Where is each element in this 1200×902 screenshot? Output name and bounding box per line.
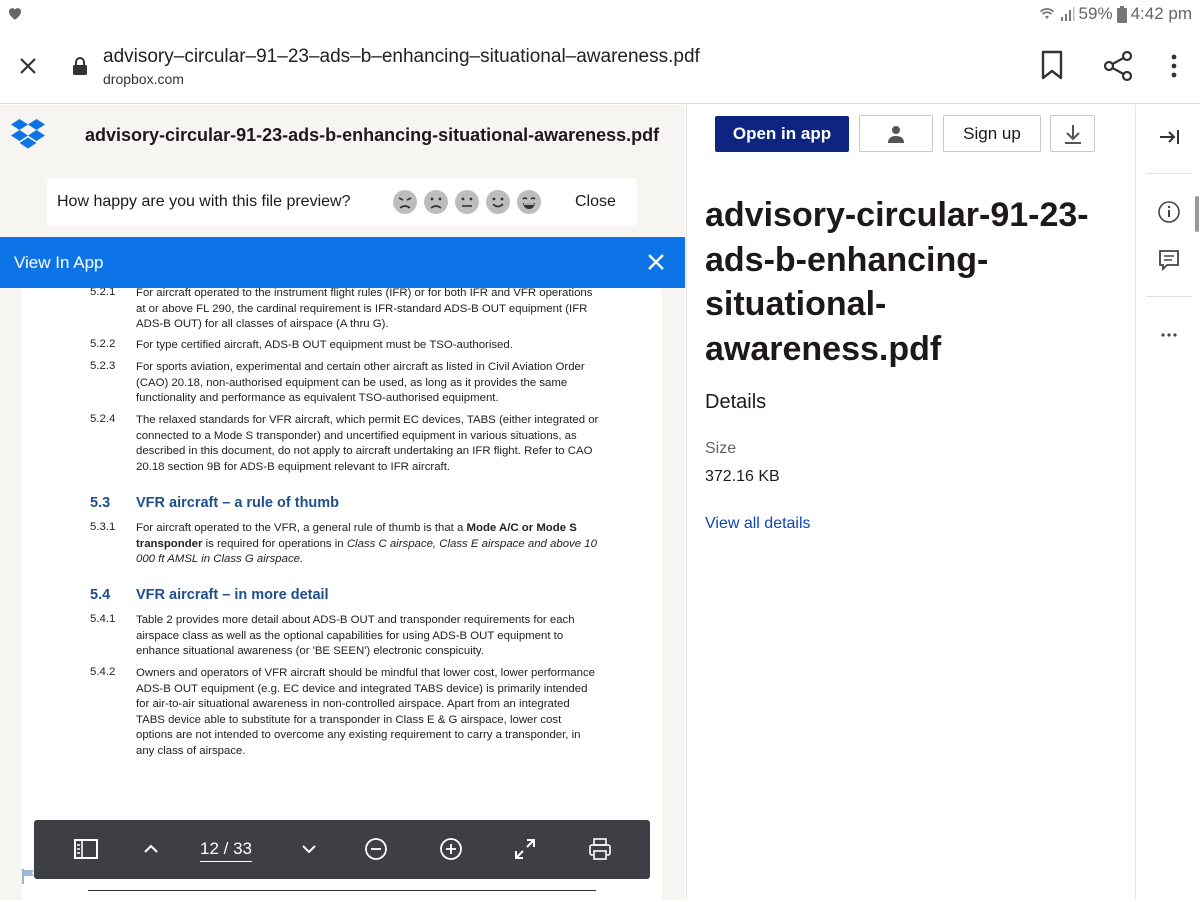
feedback-close-button[interactable]: Close [575,193,616,210]
browser-toolbar [0,30,1200,104]
sad-face-icon[interactable] [423,189,449,215]
section-number: 5.4 [90,587,111,603]
status-right [1039,4,1192,24]
download-icon [1063,123,1083,145]
size-value: 372.16 KB [705,468,780,485]
paragraph-number: 5.2.2 [90,338,116,350]
page-footer-rule [88,890,596,902]
battery-percent: 59% [1078,4,1113,23]
angry-face-icon[interactable] [392,189,418,215]
paragraph-number: 5.3.1 [90,521,116,533]
clock: 4:42 pm [1130,4,1192,23]
battery-icon [1117,6,1127,23]
file-title: advisory-circular-91-23-ads-b-enhancing-situational-awareness.pdf [85,125,660,145]
section-number: 5.3 [90,495,111,511]
browser-page-title: advisory–circular–91–23–ads–b–enhancing–situational–awareness.pdf [103,46,700,67]
zoom-in-icon[interactable] [438,836,464,862]
heart-icon [6,4,24,22]
wifi-icon [1039,6,1055,22]
chevron-up-icon[interactable] [138,836,164,862]
share-icon[interactable] [1102,50,1134,82]
sidebar-icon[interactable] [73,836,99,862]
paragraph-text: Table 2 provides more detail about ADS-B OUT and transponder requirements for each airspace class as well as the optional capabilities for using ADS-B OUT equipment to enhance situational awareness (or 'BE SEEN') electronic conspicuity. [136,614,575,657]
lock-icon [72,56,88,76]
user-icon [887,125,905,143]
neutral-face-icon[interactable] [454,189,480,215]
collapse-icon[interactable] [1157,125,1181,149]
status-bar [0,0,1200,30]
paragraph-number: 5.4.2 [90,666,116,678]
zoom-out-icon[interactable] [363,836,389,862]
more-horiz-icon[interactable] [1157,323,1181,347]
print-icon[interactable] [587,836,613,862]
dropbox-logo[interactable] [11,119,45,149]
more-vert-icon[interactable] [1162,52,1186,80]
size-label: Size [705,440,737,457]
rail-divider [1146,173,1192,174]
view-in-app-label: View In App [14,253,104,272]
chevron-down-icon[interactable] [296,836,322,862]
paragraph-text: Owners and operators of VFR aircraft should be mindful that lower cost, lower performance ADS-B OUT equipment (e.g. EC device and integrated TABS device) is primarily intended for air-to-air situational awareness in non-controlled airspace. Apart from an integrated TABS device able to substitute for a transponder in Class E & G airspace, lower cost options are not intended to overcome any existing requirement to carry a transponder, in any class of airspace. [136,667,595,757]
section-heading: VFR aircraft – in more detail [136,587,329,603]
rail-divider [1146,296,1192,297]
paragraph-number: 5.2.1 [90,288,116,298]
fullscreen-icon[interactable] [512,836,538,862]
open-in-app-button[interactable]: Open in app [715,116,849,152]
file-preview-panel [0,105,685,900]
paragraph-number: 5.2.4 [90,413,116,425]
browser-domain: dropbox.com [103,71,184,87]
paragraph-text: For aircraft operated to the VFR, a general rule of thumb is that a Mode A/C or Mode S transponder is required for operations in Class C airspace, Class E airspace and above 10 000 ft AMSL in Class G airspace. [136,522,597,565]
view-all-details-link[interactable]: View all details [705,515,811,532]
pdf-page [22,288,662,900]
paragraph-number: 5.2.3 [90,360,116,372]
paragraph-number: 5.4.1 [90,613,116,625]
paragraph-text: For type certified aircraft, ADS-B OUT equipment must be TSO-authorised. [136,339,513,351]
active-indicator [1195,196,1199,232]
comment-icon[interactable] [1157,248,1181,272]
download-button[interactable] [1050,115,1095,152]
rating-faces [392,189,542,215]
section-heading: VFR aircraft – a rule of thumb [136,495,340,511]
signal-icon [1059,6,1075,22]
close-icon[interactable] [644,250,668,274]
feedback-bar [47,178,637,226]
pdf-toolbar [34,820,650,879]
flag-icon[interactable] [20,867,38,885]
feedback-question: How happy are you with this file preview? [57,193,351,210]
view-in-app-banner[interactable] [0,237,685,288]
paragraph-text: The relaxed standards for VFR aircraft, which permit EC devices, TABS (either integrated or connected to a Mode S transponder) and uncertified equipment in various situations, as described in this document, do not apply to aircraft undertaking an IFR flight. Refer to CAO 20.18 section 9B for ADS-B equipment relevant to IFR aircraft. [136,414,599,473]
info-icon[interactable] [1157,200,1181,224]
details-heading: Details [705,391,767,413]
paragraph-text: For sports aviation, experimental and certain other aircraft as listed in Civil Aviation Order (CAO) 20.18, non-authorised equipment can be used, as long as it provides the same functionality and performance as equivalent TSO-authorised equipment. [136,361,585,404]
grin-face-icon[interactable] [516,189,542,215]
details-file-title: advisory-circular-91-23-ads-b-enhancing-situational-awareness.pdf [705,196,1089,368]
close-icon[interactable] [16,54,40,78]
sign-up-button[interactable]: Sign up [943,115,1041,152]
bookmark-icon[interactable] [1040,50,1064,80]
page-indicator[interactable]: 12 / 33 [200,839,252,862]
user-button[interactable] [859,115,933,152]
smile-face-icon[interactable] [485,189,511,215]
paragraph-text: For aircraft operated to the instrument flight rules (IFR) or for both IFR and VFR operations at or above FL 290, the cardinal requirement is IFR-standard ADS-B OUT equipment (IFR ADS-B OUT) for all classes of airspace (A thru G). [136,288,593,330]
side-rail [1135,105,1200,900]
details-panel [686,105,1134,900]
